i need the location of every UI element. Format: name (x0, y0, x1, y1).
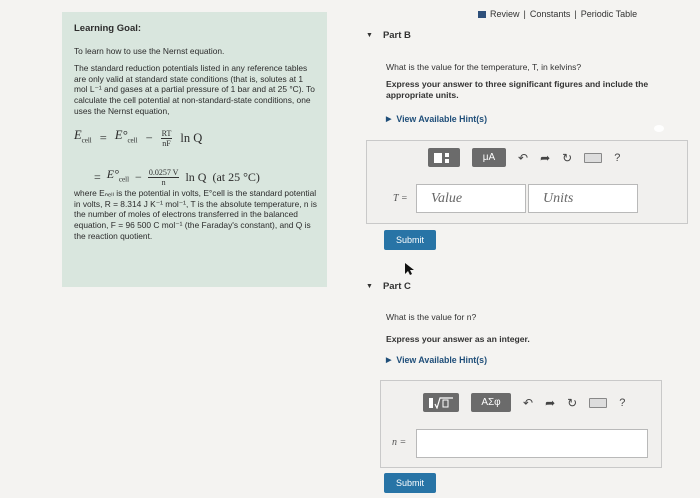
eq1-minus: − (145, 130, 153, 145)
constants-link[interactable]: Constants (529, 9, 571, 19)
part-c-toolbar (423, 393, 625, 412)
glare-spot (654, 125, 664, 132)
eq2-numerator: 0.0257 V (148, 167, 179, 177)
caret-right-icon: ▶ (386, 116, 392, 123)
part-b-label: Part B (382, 30, 411, 41)
caret-down-icon: ▼ (366, 32, 373, 39)
eq1-e0 (115, 130, 138, 146)
units-label: μA (482, 152, 496, 163)
goal-definitions: where Eₙₑₗₗ is the potential in volts, E°cell is the standard potential in volts, R = 8.314 J K⁻¹ mol⁻¹, T is the absolute temperature, n is the number of moles of electrons transferred in the balanced equation, F = 96 500 C mol⁻¹ (the Faraday's constant), and Q is the reaction quotient. (74, 188, 317, 241)
header-links (478, 9, 637, 19)
eq1-lhs-sub: cell (81, 136, 92, 145)
eq1-e0-symbol: E° (114, 128, 128, 143)
eq2-ln: ln Q (185, 169, 207, 184)
separator: | (523, 9, 526, 19)
part-b-question: What is the value for the temperature, T, in kelvins? (386, 62, 582, 72)
reset-icon[interactable]: ↻ (567, 395, 578, 410)
keyboard-icon[interactable] (584, 153, 602, 163)
eq1-denominator: nF (162, 138, 171, 148)
nernst-equation-25c (94, 166, 317, 188)
part-c-instruction: Express your answer as an integer. (386, 334, 530, 344)
eq2-denominator: n (161, 177, 166, 187)
help-icon[interactable]: ? (614, 151, 621, 164)
eq1-fraction (161, 129, 173, 148)
part-c-hint-label: View Available Hint(s) (396, 355, 487, 365)
eq1-lhs-symbol: E (74, 128, 82, 143)
review-link[interactable]: Review (490, 9, 520, 19)
part-b-hint[interactable] (386, 114, 487, 124)
eq1-numerator: RT (161, 128, 172, 138)
eq2-equals: = (94, 169, 101, 184)
part-b-header[interactable] (366, 30, 411, 41)
templates-icon (433, 152, 455, 164)
learning-goal-panel (62, 12, 327, 287)
sqrt-template-icon (428, 397, 454, 409)
units-button[interactable] (472, 148, 506, 167)
part-c-header[interactable] (366, 281, 411, 292)
value-input[interactable]: Value (416, 184, 526, 213)
eq2-e0-symbol: E° (106, 167, 119, 182)
cursor-icon (404, 262, 414, 276)
caret-down-icon: ▼ (366, 283, 373, 290)
redo-icon[interactable]: ➦ (545, 395, 556, 410)
eq2-e0-sub: cell (118, 175, 130, 184)
goal-intro: To learn how to use the Nernst equation. (74, 45, 225, 56)
part-c-question: What is the value for n? (386, 312, 477, 322)
eq1-e0-sub: cell (127, 136, 138, 145)
goal-title: Learning Goal: (74, 23, 142, 34)
undo-icon[interactable]: ↶ (518, 150, 529, 165)
periodic-table-link[interactable]: Periodic Table (580, 9, 638, 19)
greek-symbols-button[interactable] (471, 393, 511, 412)
temperature-label: T = (393, 193, 408, 204)
greek-label: AΣφ (481, 397, 501, 408)
part-b-toolbar (428, 148, 620, 167)
part-b-hint-label: View Available Hint(s) (396, 114, 487, 124)
eq1-equals: = (99, 130, 107, 145)
part-c-submit-button[interactable]: Submit (384, 473, 436, 493)
reset-icon[interactable]: ↻ (562, 150, 573, 165)
review-icon (478, 11, 486, 18)
eq2-e0 (107, 169, 129, 185)
n-input[interactable] (416, 429, 648, 458)
part-b-submit-button[interactable]: Submit (384, 230, 436, 250)
eq2-minus: − (135, 169, 142, 184)
keyboard-icon[interactable] (589, 398, 607, 408)
caret-right-icon: ▶ (386, 357, 392, 364)
help-icon[interactable]: ? (619, 396, 626, 409)
separator: | (574, 9, 577, 19)
eq1-lhs (74, 130, 92, 146)
eq2-condition: (at 25 °C) (212, 169, 260, 184)
part-c-label: Part C (382, 281, 411, 292)
templates-button[interactable] (423, 393, 459, 412)
eq1-ln: ln Q (180, 130, 203, 145)
redo-icon[interactable]: ➦ (540, 150, 551, 165)
undo-icon[interactable]: ↶ (523, 395, 534, 410)
eq2-fraction (148, 168, 180, 187)
part-b-instruction: Express your answer to three significant figures and include the appropriate units. (386, 79, 649, 100)
n-label: n = (392, 437, 407, 448)
part-c-hint[interactable] (386, 355, 487, 365)
goal-body: The standard reduction potentials listed in any reference tables are only valid at standard state conditions (that is, solutes at 1 mol L⁻¹ and gases at a partial pressure of 1 bar and at 25 °C). To calculate the cell potential at non-standard-state conditions, one uses the Nernst equation, (74, 63, 315, 116)
nernst-equation (74, 124, 317, 152)
templates-button[interactable] (428, 148, 460, 167)
units-input[interactable]: Units (528, 184, 638, 213)
